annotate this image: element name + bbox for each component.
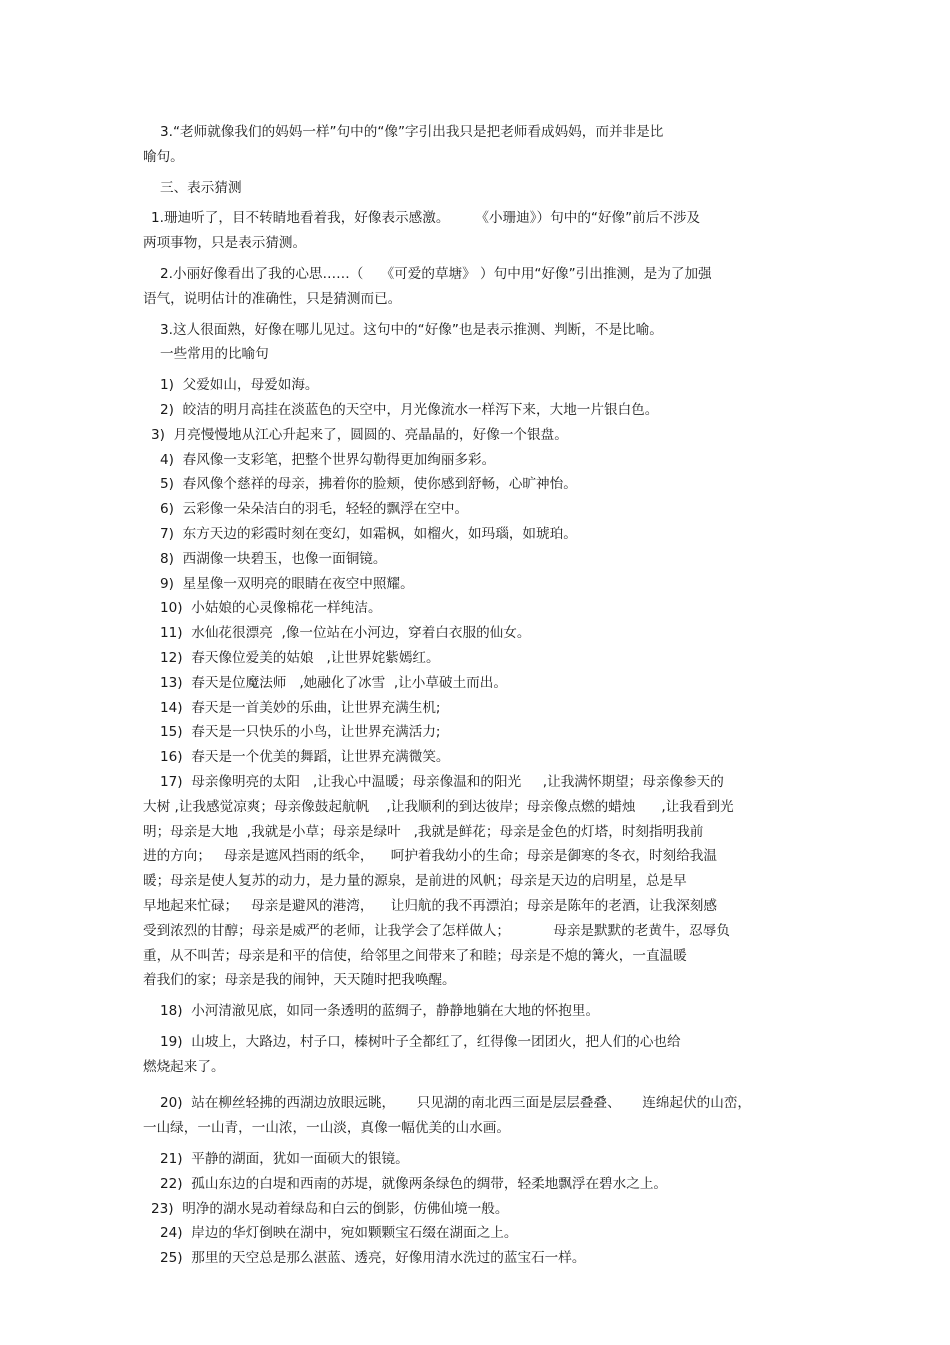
list-item: 14) 春天是一首美妙的乐曲，让世界充满生机; — [160, 699, 441, 716]
list-item: 13) 春天是位魔法师 ,她融化了冰雪 ,让小草破土而出。 — [160, 674, 507, 691]
paragraph-line: 语气，说明估计的准确性，只是猜测而已。 — [143, 290, 402, 307]
list-item: 10) 小姑娘的心灵像棉花一样纯洁。 — [160, 600, 382, 617]
list-item: 23) 明净的湖水晃动着绿岛和白云的倒影，仿佛仙境一般。 — [151, 1200, 509, 1217]
list-item: 25) 那里的天空总是那么湛蓝、透亮，好像用清水洗过的蓝宝石一样。 — [160, 1250, 586, 1267]
document-body — [143, 120, 803, 1271]
list-item: 8) 西湖像一块碧玉，也像一面铜镜。 — [160, 550, 387, 567]
list-item-continuation: 大树 ,让我感觉凉爽；母亲像鼓起航帆 ,让我顺利的到达彼岸；母亲像点燃的蜡烛 ,让我看到光 — [143, 798, 734, 815]
paragraph-line: 3.“老师就像我们的妈妈一样”句中的“像”字引出我只是把老师看成妈妈，而并非是比 — [160, 124, 664, 140]
list-item-continuation: 明；母亲是大地 ,我就是小草；母亲是绿叶 ,我就是鲜花；母亲是金色的灯塔，时刻指明我前 — [143, 823, 704, 840]
list-item-continuation: 受到浓烈的甘醇；母亲是威严的老师，让我学会了怎样做人； 母亲是默默的老黄牛，忍辱负 — [143, 922, 730, 939]
list-item: 21) 平静的湖面，犹如一面硕大的银镜。 — [160, 1151, 409, 1168]
list-item: 20) 站在柳丝轻拂的西湖边放眼远眺， 只见湖的南北西三面是层层叠叠、 连绵起伏的山峦， — [160, 1095, 752, 1112]
list-item-continuation: 重，从不叫苦；母亲是和平的信使，给邻里之间带来了和睦；母亲是不熄的篝火，一直温暖 — [143, 947, 687, 964]
paragraph-line: 喻句。 — [143, 148, 184, 165]
list-item: 11) 水仙花很漂亮 ,像一位站在小河边，穿着白衣服的仙女。 — [160, 625, 531, 642]
section-heading: 三、表示猜测 — [160, 179, 242, 196]
list-item: 12) 春天像位爱美的姑娘 ,让世界姹紫嫣红。 — [160, 649, 440, 666]
list-item: 2) 皎洁的明月高挂在淡蓝色的天空中，月光像流水一样泻下来，大地一片银白色。 — [160, 401, 659, 418]
paragraph-line: 1.珊迪听了，目不转睛地看着我，好像表示感激。 《小珊迪》）句中的“好像”前后不涉及 — [151, 210, 701, 227]
paragraph-line: 两项事物，只是表示猜测。 — [143, 235, 307, 252]
list-item-continuation: 早地起来忙碌； 母亲是避风的港湾， 让归航的我不再漂泊；母亲是陈年的老酒，让我深刻感 — [143, 897, 717, 914]
list-item: 18) 小河清澈见底，如同一条透明的蓝绸子，静静地躺在大地的怀抱里。 — [160, 1003, 600, 1020]
list-item-continuation: 暖；母亲是使人复苏的动力，是力量的源泉，是前进的风帆；母亲是天边的启明星，总是早 — [143, 873, 687, 890]
paragraph-line: 3.这人很面熟，好像在哪儿见过。这句中的“好像”也是表示推测、判断，不是比喻。 — [160, 321, 663, 338]
list-item: 5) 春风像个慈祥的母亲，拂着你的脸颊，使你感到舒畅，心旷神怡。 — [160, 476, 577, 493]
paragraph-line: 2.小丽好像看出了我的心思……（ 《可爱的草塘》 ）句中用“好像”引出推测，是为了加强 — [160, 265, 712, 282]
list-item: 1) 父爱如山，母爱如海。 — [160, 377, 319, 394]
list-item: 3) 月亮慢慢地从江心升起来了，圆圆的、亮晶晶的，好像一个银盘。 — [151, 426, 568, 443]
list-item: 9) 星星像一双明亮的眼睛在夜空中照耀。 — [160, 575, 414, 592]
list-item: 24) 岸边的华灯倒映在湖中，宛如颗颗宝石缀在湖面之上。 — [160, 1225, 518, 1242]
list-item: 22) 孤山东边的白堤和西南的苏堤，就像两条绿色的绸带，轻柔地飘浮在碧水之上。 — [160, 1175, 668, 1192]
list-item-continuation: 一山绿，一山青，一山浓，一山淡，真像一幅优美的山水画。 — [143, 1120, 511, 1137]
list-item-continuation: 燃烧起来了。 — [143, 1058, 225, 1075]
list-item: 17) 母亲像明亮的太阳 ,让我心中温暖；母亲像温和的阳光 ,让我满怀期望；母亲像参天的 — [160, 773, 724, 790]
list-item: 7) 东方天边的彩霞时刻在变幻，如霜枫，如榴火，如玛瑙，如琥珀。 — [160, 525, 577, 542]
list-item: 6) 云彩像一朵朵洁白的羽毛，轻轻的飘浮在空中。 — [160, 501, 469, 518]
list-item: 15) 春天是一只快乐的小鸟，让世界充满活力; — [160, 724, 441, 741]
section-heading: 一些常用的比喻句 — [160, 346, 269, 363]
list-item-continuation: 着我们的家；母亲是我的闹钟，天天随时把我唤醒。 — [143, 972, 456, 989]
list-item: 16) 春天是一个优美的舞蹈，让世界充满微笑。 — [160, 749, 450, 766]
list-item-continuation: 进的方向； 母亲是遮风挡雨的纸伞， 呵护着我幼小的生命；母亲是御寒的冬衣，时刻给我温 — [143, 848, 717, 865]
list-item: 4) 春风像一支彩笔，把整个世界勾勒得更加绚丽多彩。 — [160, 451, 496, 468]
list-item: 19) 山坡上，大路边，村子口，榛树叶子全都红了，红得像一团团火，把人们的心也给 — [160, 1033, 681, 1050]
